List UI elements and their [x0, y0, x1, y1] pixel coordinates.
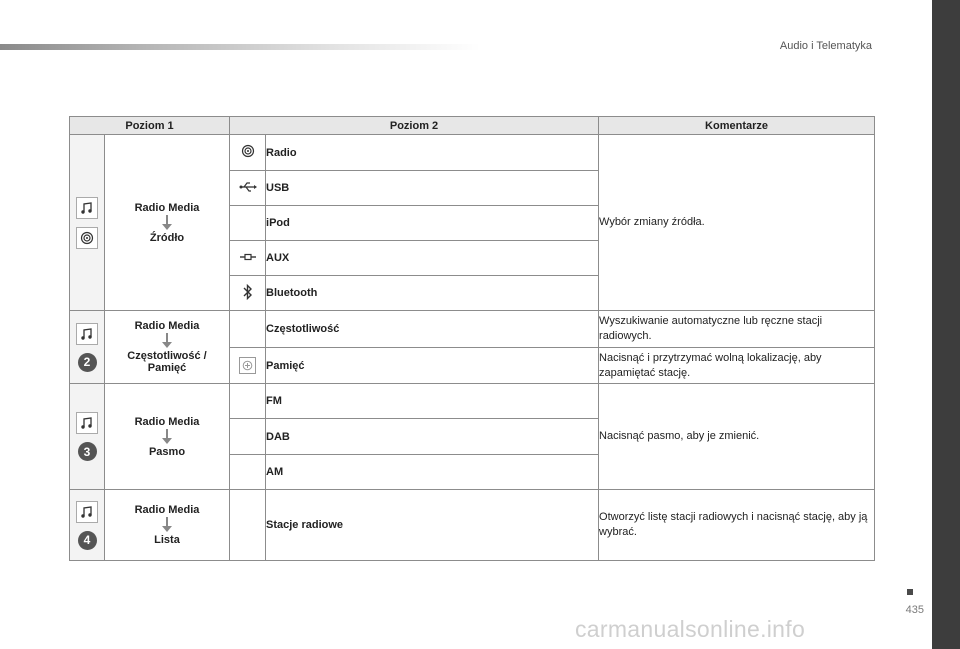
level2-icon-cell — [230, 171, 266, 206]
level1-title: Radio Media — [134, 415, 200, 428]
level2-label: AUX — [266, 241, 599, 276]
radio-icon — [76, 227, 98, 249]
step-badge: 3 — [78, 442, 97, 461]
level2-icon-cell — [230, 135, 266, 171]
level2-label: Bluetooth — [266, 276, 599, 311]
right-sidebar-band — [932, 0, 960, 649]
step-badge: 4 — [78, 531, 97, 550]
level1-cell — [105, 135, 230, 311]
music-note-icon — [76, 323, 98, 345]
level1-subtitle: Pasmo — [148, 445, 186, 458]
level2-label: Pamięć — [266, 348, 599, 384]
level1-icons — [70, 490, 105, 561]
level1-icons — [70, 311, 105, 384]
level1-subtitle: Źródło — [149, 231, 185, 244]
radio-icon — [241, 144, 255, 158]
level1-icons — [70, 135, 105, 311]
bluetooth-icon — [243, 284, 253, 300]
level2-label: USB — [266, 171, 599, 206]
comment-cell: Wybór zmiany źródła. — [599, 135, 875, 311]
memory-icon — [239, 357, 256, 374]
header-gradient-bar — [0, 44, 480, 50]
usb-icon — [239, 181, 257, 193]
level2-icon-cell — [230, 419, 266, 455]
table-row — [70, 384, 875, 419]
level1-subtitle: Lista — [154, 534, 180, 546]
music-note-icon — [76, 412, 98, 434]
comment-cell: Nacisnąć i przytrzymać wolną lokalizację, aby zapamiętać stację. — [599, 348, 875, 384]
level1-subtitle: Częstotliwość / — [127, 350, 207, 362]
music-note-icon — [76, 501, 98, 523]
arrow-down-icon — [105, 517, 229, 534]
settings-table — [69, 116, 875, 561]
section-title: Audio i Telematyka — [779, 40, 872, 52]
header-level1: Poziom 1 — [70, 117, 230, 135]
aux-icon — [239, 252, 257, 262]
level2-icon-cell — [230, 384, 266, 419]
level1-title: Radio Media — [134, 320, 200, 332]
level2-icon-cell — [230, 311, 266, 348]
header-level2: Poziom 2 — [230, 117, 599, 135]
arrow-down-icon — [105, 429, 229, 446]
level2-icon-cell — [230, 348, 266, 384]
level2-icon-cell — [230, 490, 266, 561]
level1-title: Radio Media — [134, 504, 200, 516]
level2-label: Stacje radiowe — [266, 490, 599, 561]
header-comments: Komentarze — [599, 117, 875, 135]
arrow-down-icon — [105, 333, 229, 350]
level2-icon-cell — [230, 206, 266, 241]
level2-label: DAB — [266, 419, 599, 455]
step-badge: 2 — [78, 353, 97, 372]
level2-label: Częstotliwość — [266, 311, 599, 348]
level1-cell — [105, 384, 230, 490]
table-row — [70, 311, 875, 348]
table-header-row — [70, 117, 875, 135]
level2-icon-cell — [230, 276, 266, 311]
level2-label: iPod — [266, 206, 599, 241]
level2-label: AM — [266, 455, 599, 490]
level1-subtitle: Pamięć — [147, 362, 187, 374]
level2-icon-cell — [230, 241, 266, 276]
music-note-icon — [76, 197, 98, 219]
comment-cell: Wyszukiwanie automatyczne lub ręczne stacji radiowych. — [599, 311, 875, 348]
level1-cell — [105, 490, 230, 561]
level1-title: Radio Media — [134, 201, 200, 214]
watermark: carmanualsonline.info — [575, 616, 806, 642]
level1-cell — [105, 311, 230, 384]
comment-cell: Nacisnąć pasmo, aby je zmienić. — [599, 384, 875, 490]
table-row — [70, 490, 875, 561]
table-row — [70, 135, 875, 171]
comment-cell: Otworzyć listę stacji radiowych i nacisnąć stację, aby ją wybrać. — [599, 490, 875, 561]
level2-label: Radio — [266, 135, 599, 171]
level1-icons — [70, 384, 105, 490]
page-marker — [907, 589, 913, 595]
level2-label: FM — [266, 384, 599, 419]
level2-icon-cell — [230, 455, 266, 490]
arrow-down-icon — [105, 215, 229, 232]
page-number: 435 — [905, 604, 924, 616]
